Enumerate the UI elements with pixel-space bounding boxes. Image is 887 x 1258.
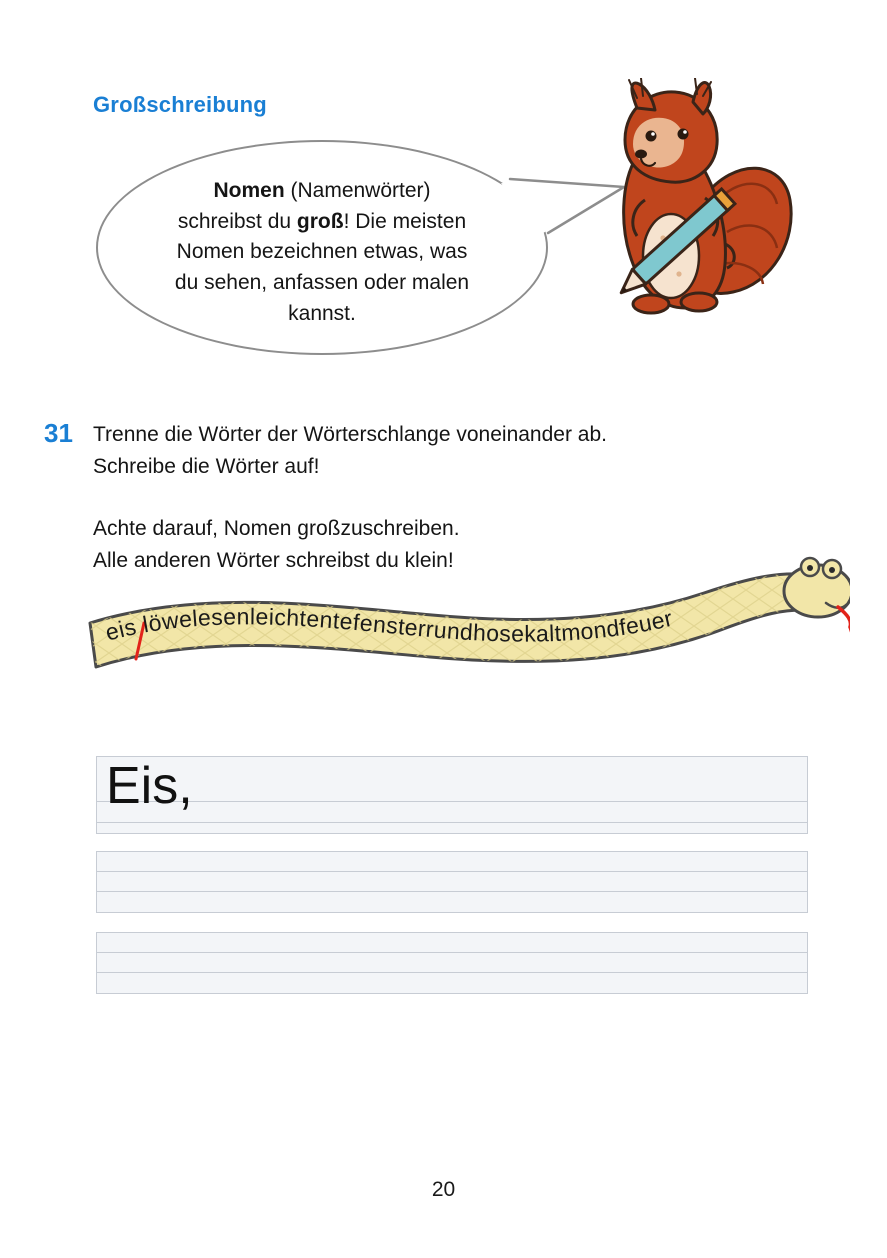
squirrel-icon xyxy=(585,78,800,338)
exercise-instruction-line2: Schreibe die Wörter auf! xyxy=(93,454,320,478)
answer-lines-group-3[interactable] xyxy=(96,932,808,994)
bubble-line1-rest: (Namenwörter) xyxy=(284,179,431,202)
word-snake-illustration xyxy=(70,545,850,705)
bubble-line1-bold: Nomen xyxy=(213,179,285,202)
exercise-hint-line1: Achte darauf, Nomen großzuschreiben. xyxy=(93,517,460,540)
writing-rule xyxy=(97,952,807,953)
exercise-hint-line2: Alle anderen Wörter schreibst du klein! xyxy=(93,548,454,572)
bubble-line2-post: ! Die meisten xyxy=(343,209,467,233)
writing-rule xyxy=(97,871,807,872)
speech-bubble-text xyxy=(126,176,518,329)
answer-lines-group-1[interactable] xyxy=(96,756,808,834)
bubble-line5: kannst. xyxy=(288,301,356,325)
bubble-line2-bold: groß xyxy=(296,209,344,233)
writing-line-large[interactable] xyxy=(96,756,808,834)
bubble-line3: Nomen bezeichnen etwas, was xyxy=(176,240,468,264)
exercise-number: 31 xyxy=(44,418,73,448)
exercise-instruction xyxy=(93,419,793,482)
answer-lines-group-2[interactable] xyxy=(96,851,808,913)
bubble-line4: du sehen, anfassen oder malen xyxy=(174,270,470,294)
writing-line-block[interactable] xyxy=(96,851,808,913)
bubble-line2-pre: schreibst du xyxy=(177,209,297,233)
writing-rule xyxy=(97,822,807,823)
page-title: Großschreibung xyxy=(93,92,267,117)
handwritten-answer: Eis, xyxy=(106,757,193,815)
svg-text:eis löwelesenleichtentefenster: eis löwelesenleichtentefensterrundhosekaltmondfeuer xyxy=(102,603,676,647)
writing-rule xyxy=(97,801,807,802)
writing-rule xyxy=(97,972,807,973)
writing-rule xyxy=(97,891,807,892)
page-number: 20 xyxy=(431,1178,456,1201)
exercise-instruction-line1: Trenne die Wörter der Wörterschlange voneinander ab. xyxy=(93,423,607,446)
speech-bubble xyxy=(96,140,566,360)
writing-line-block[interactable] xyxy=(96,932,808,994)
